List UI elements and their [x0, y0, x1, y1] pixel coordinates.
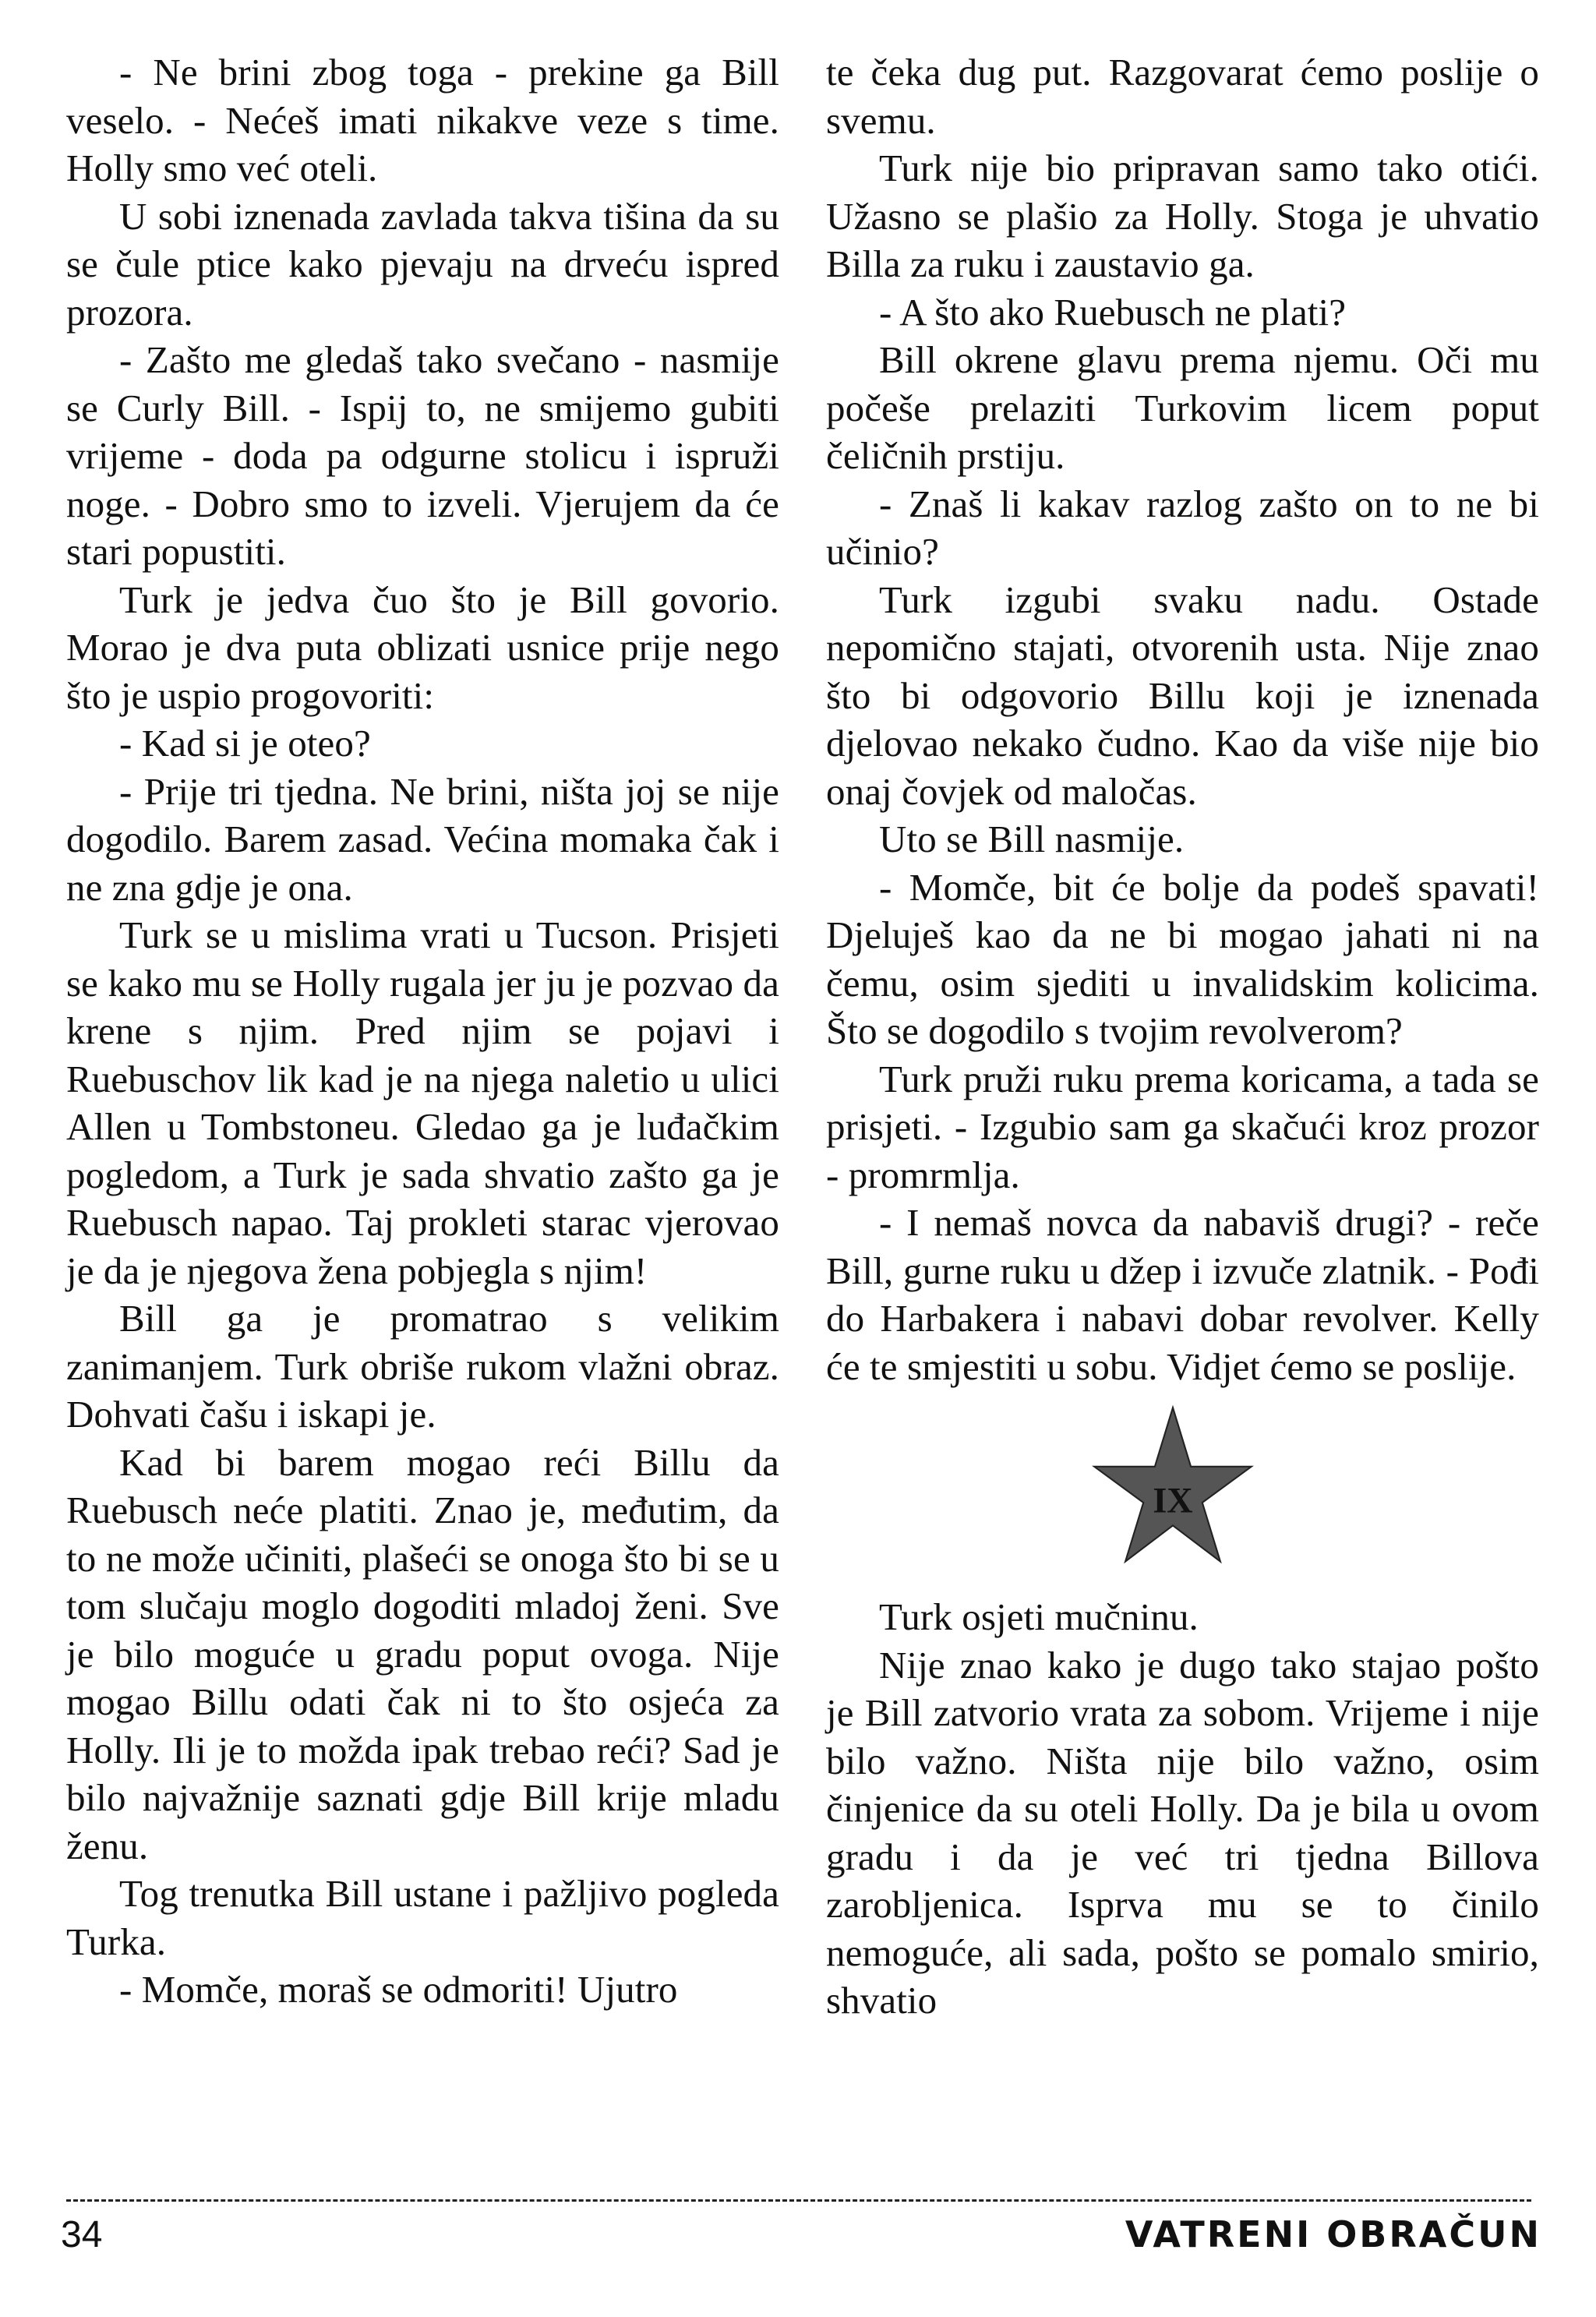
paragraph: Bill okrene glavu prema njemu. Oči mu počeše prelaziti Turkovim licem poput čeličnih prstiju.	[826, 338, 1539, 477]
paragraph: Turk je jedva čuo što je Bill govorio. Morao je dva puta oblizati usnice prije nego što je uspio progovoriti:	[66, 577, 779, 717]
paragraph: - A što ako Ruebusch ne plati?	[879, 290, 1347, 334]
left-column	[66, 48, 779, 2014]
paragraph: Tog trenutka Bill ustane i pažljivo pogleda Turka.	[66, 1872, 779, 1963]
chapter-number: IX	[1153, 1480, 1193, 1521]
paragraph: Turk se u mislima vrati u Tucson. Prisjeti se kako mu se Holly rugala jer ju je pozvao da krene s njim. Pred njim se pojavi i Ruebuschov lik kad je na njega naletio u ulici Allen u Tombstoneu. Gledao ga je luđačkim pogledom, a Turk je sada shvatio zašto ga je Ruebusch napao. Taj prokleti starac vjerovao je da je njegova žena pobjegla s njim!	[66, 913, 779, 1292]
paragraph: Kad bi barem mogao reći Billu da Ruebusch neće platiti. Znao je, međutim, da to ne može učiniti, plašeći se onoga što bi se u tom slučaju moglo dogoditi mladoj ženi. Sve je bilo moguće u gradu poput ovoga. Nije mogao Billu odati čak ni to što osjeća za Holly. Ili je to možda ipak trebao reći? Sad je bilo najvažnije saznati gdje Bill krije mladu ženu.	[66, 1440, 779, 1867]
paragraph: - Zašto me gledaš tako svečano - nasmije se Curly Bill. - Ispij to, ne smijemo gubiti vrijeme - doda pa odgurne stolicu i ispruži noge. - Dobro smo to izveli. Vjerujem da će stari popustiti.	[66, 338, 779, 573]
paragraph: - Momče, bit će bolje da podeš spavati! Djeluješ kao da ne bi mogao jahati ni na čemu, osim sjediti u invalidskim kolicima. Što se dogodilo s tvojim revolverom?	[826, 865, 1539, 1052]
paragraph: U sobi iznenada zavlada takva tišina da su se čule ptice kako pjevaju na drveću ispred prozora.	[66, 194, 779, 334]
paragraph: - I nemaš novca da nabaviš drugi? - reče Bill, gurne ruku u džep i izvuče zlatnik. - Pođi do Harbakera i nabavi dobar revolver. Kelly će te smjestiti u sobu. Vidjet ćemo se poslije.	[826, 1201, 1539, 1388]
right-column	[826, 48, 1539, 2025]
paragraph: te čeka dug put. Razgovarat ćemo poslije o svemu.	[826, 51, 1539, 142]
paragraph: Turk izgubi svaku nadu. Ostade nepomično stajati, otvorenih usta. Nije znao što bi odgovorio Billu koji je iznenada djelovao nekako čudno. Kao da više nije bio onaj čovjek od maločas.	[826, 577, 1539, 813]
paragraph: - Ne brini zbog toga - prekine ga Bill veselo. - Nećeš imati nikakve veze s time. Holly smo već oteli.	[66, 51, 779, 189]
paragraph: Uto se Bill nasmije.	[879, 818, 1185, 860]
paragraph: Bill ga je promatrao s velikim zanimanjem. Turk obriše rukom vlažni obraz. Dohvati čašu i iskapi je.	[66, 1297, 779, 1436]
paragraph: Nije znao kako je dugo tako stajao pošto je Bill zatvorio vrata za sobom. Vrijeme i nije bilo važno. Ništa nije bilo važno, osim činjenice da su oteli Holly. Da je bila u ovom gradu i da je već tri tjedna Billova zarobljenica. Isprva mu se to činilo nemoguće, ali sada, pošto se pomalo smirio, shvatio	[826, 1643, 1539, 2022]
paragraph: Turk osjeti mučninu.	[879, 1595, 1199, 1638]
paragraph: - Prije tri tjedna. Ne brini, ništa joj se nije dogodilo. Barem zasad. Većina momaka čak i ne zna gdje je ona.	[66, 769, 779, 909]
footer-rule	[66, 2199, 1531, 2202]
paragraph: - Znaš li kakav razlog zašto on to ne bi učinio?	[826, 482, 1539, 573]
series-title: VATRENI OBRAČUN	[1125, 2213, 1541, 2255]
paragraph: Turk pruži ruku prema koricama, a tada se prisjeti. - Izgubio sam ga skačući kroz prozor - promrmlja.	[826, 1057, 1539, 1196]
chapter-star-ornament	[826, 1390, 1539, 1593]
paragraph: - Kad si je oteo?	[119, 722, 371, 765]
page-number: 34	[61, 2214, 103, 2255]
star-icon	[1091, 1404, 1255, 1568]
paragraph: Turk nije bio pripravan samo tako otići. Užasno se plašio za Holly. Stoga je uhvatio Billa za ruku i zaustavio ga.	[826, 147, 1539, 285]
paragraph: - Momče, moraš se odmoriti! Ujutro	[119, 1968, 678, 2011]
